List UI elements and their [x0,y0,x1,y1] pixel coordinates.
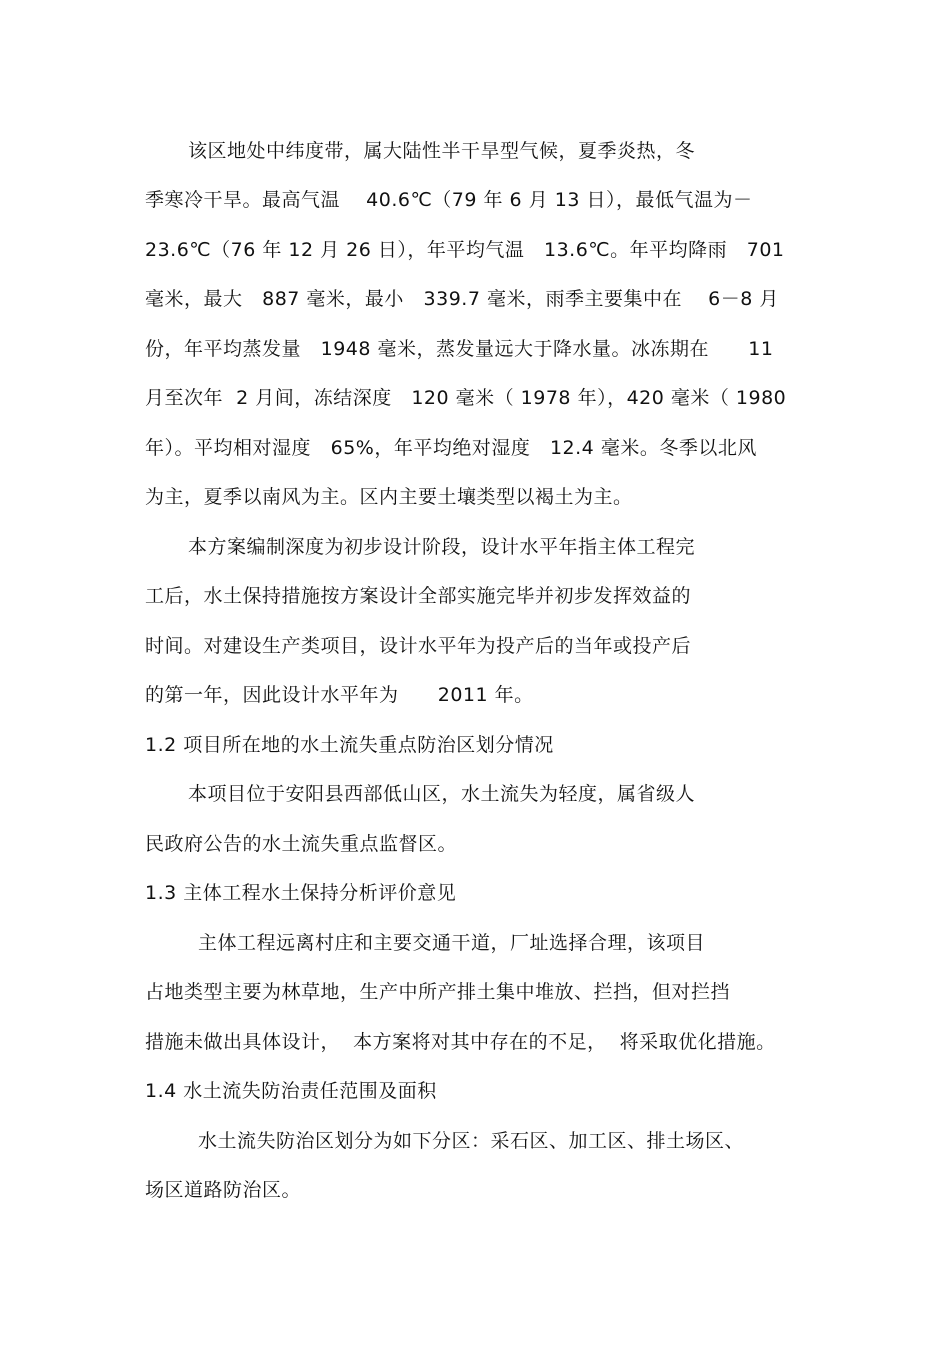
paragraph-line: 年）。平均相对湿度 65%，年平均绝对湿度 12.4 毫米。冬季以北风 [145,437,757,459]
paragraph-line: 月至次年 2 月间，冻结深度 120 毫米（ 1978 年），420 毫米（ 1980 [145,387,787,409]
paragraph-line: 场区道路防治区。 [145,1179,302,1201]
paragraph-line: 23.6℃（76 年 12 月 26 日），年平均气温 13.6℃。年平均降雨 701 [145,239,785,261]
paragraph-line: 份，年平均蒸发量 1948 毫米，蒸发量远大于降水量。冰冻期在 11 [145,338,774,360]
paragraph-line: 时间。对建设生产类项目，设计水平年为投产后的当年或投产后 [145,635,692,657]
paragraph-line: 主体工程远离村庄和主要交通干道，厂址选择合理，该项目 [198,932,706,954]
paragraph-line: 水土流失防治区划分为如下分区：采石区、加工区、排土场区、 [198,1130,745,1152]
paragraph-line: 的第一年，因此设计水平年为 2011 年。 [145,684,534,706]
section-heading-1-2: 1.2 项目所在地的水土流失重点防治区划分情况 [145,734,554,756]
paragraph-line: 该区地处中纬度带，属大陆性半干旱型气候，夏季炎热，冬 [188,140,696,162]
section-heading-1-3: 1.3 主体工程水土保持分析评价意见 [145,882,457,904]
section-heading-1-4: 1.4 水土流失防治责任范围及面积 [145,1080,437,1102]
paragraph-line: 工后，水土保持措施按方案设计全部实施完毕并初步发挥效益的 [145,585,692,607]
paragraph-line: 占地类型主要为林草地，生产中所产排土集中堆放、拦挡，但对拦挡 [145,981,731,1003]
paragraph-line: 民政府公告的水土流失重点监督区。 [145,833,458,855]
paragraph-line: 本方案编制深度为初步设计阶段，设计水平年指主体工程完 [188,536,696,558]
paragraph-line: 本项目位于安阳县西部低山区，水土流失为轻度，属省级人 [188,783,696,805]
paragraph-line: 措施未做出具体设计， 本方案将对其中存在的不足， 将采取优化措施。 [145,1031,776,1053]
paragraph-line: 毫米，最大 887 毫米，最小 339.7 毫米，雨季主要集中在 6－8 月 [145,288,779,310]
paragraph-line: 季寒冷干旱。最高气温 40.6℃（79 年 6 月 13 日），最低气温为－ [145,189,753,211]
paragraph-line: 为主，夏季以南风为主。区内主要土壤类型以褐土为主。 [145,486,633,508]
